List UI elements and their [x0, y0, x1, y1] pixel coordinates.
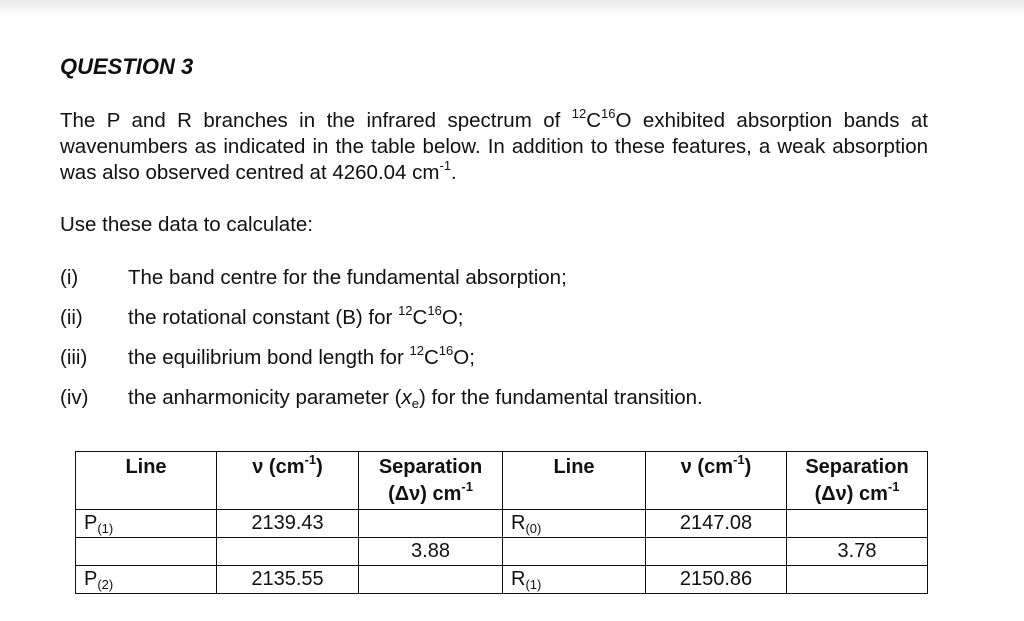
header-separation: Separation (Δν) $cm^{-1}$	[359, 452, 503, 510]
header-line: Line	[76, 452, 217, 510]
spectrum-table	[75, 451, 928, 594]
table-row	[76, 510, 928, 538]
r-line-label: $R_{(1)}$	[503, 566, 646, 594]
r-line-label: $R_{(0)}$	[503, 510, 646, 538]
r-wavenumber: 2147.08	[646, 510, 787, 538]
task-number: (iii)	[60, 346, 88, 369]
table-header-row	[76, 452, 928, 510]
task-number: (iv)	[60, 386, 89, 409]
task-number: (ii)	[60, 306, 83, 329]
header-line: Line	[503, 452, 646, 510]
header-wavenumber: ν $(cm^{-1})$	[646, 452, 787, 510]
p-line-label	[76, 538, 217, 566]
task-number: (i)	[60, 266, 79, 289]
top-bar	[0, 0, 1024, 16]
calculate-prompt: Use these data to calculate:	[60, 213, 313, 236]
p-wavenumber: 2139.43	[217, 510, 359, 538]
task-text: The band centre for the fundamental absorption;	[128, 266, 567, 289]
question-paragraph: The P and R branches in the infrared spectrum of $^{12}C^{16}O$ exhibited absorption bands at wavenumbers as indicated in the table below. In addition to these features, a weak absorption was also observed centred at 4260.04 $cm^{-1}$.	[60, 106, 928, 184]
p-separation: 3.88	[359, 538, 503, 566]
p-wavenumber: 2135.55	[217, 566, 359, 594]
r-line-label	[503, 538, 646, 566]
header-wavenumber: ν $(cm^{-1})$	[217, 452, 359, 510]
task-text: the rotational constant (B) for $^{12}C^{16}O$;	[128, 303, 464, 329]
p-line-label: $P_{(2)}$	[76, 566, 217, 594]
r-separation: 3.78	[787, 538, 928, 566]
r-separation	[787, 510, 928, 538]
table-row	[76, 538, 928, 566]
p-wavenumber	[217, 538, 359, 566]
question-heading: QUESTION 3	[60, 54, 194, 79]
header-separation: Separation (Δν) $cm^{-1}$	[787, 452, 928, 510]
task-text: the equilibrium bond length for $^{12}C^{16}O$;	[128, 343, 475, 369]
p-separation	[359, 510, 503, 538]
r-wavenumber: 2150.86	[646, 566, 787, 594]
task-text: the anharmonicity parameter $(x_e)$ for the fundamental transition.	[128, 386, 703, 411]
r-wavenumber	[646, 538, 787, 566]
p-line-label: $P_{(1)}$	[76, 510, 217, 538]
table-row	[76, 566, 928, 594]
p-separation	[359, 566, 503, 594]
r-separation	[787, 566, 928, 594]
